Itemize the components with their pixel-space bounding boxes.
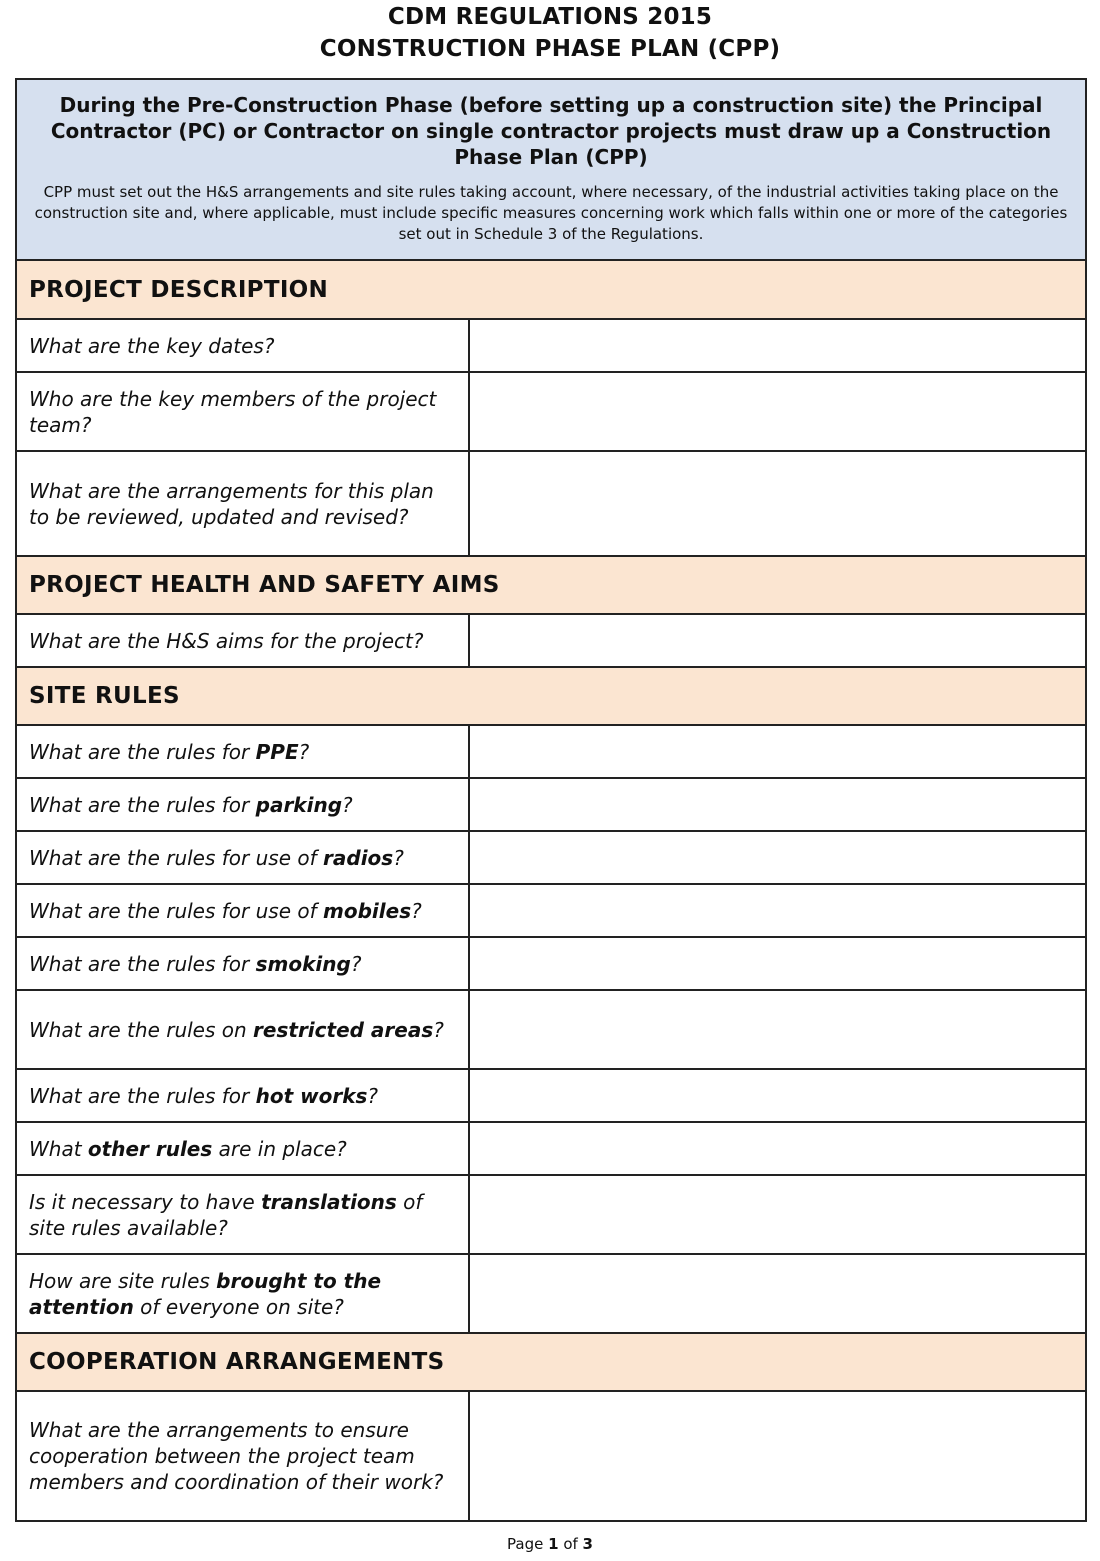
answer-field-cooperation[interactable] (470, 1392, 1085, 1520)
answer-field-ppe[interactable] (470, 726, 1085, 777)
question-text: Who are the key members of the project team? (29, 386, 437, 437)
question-cell (17, 779, 470, 830)
form-row-hs-aims (17, 615, 1085, 668)
form-row-key-dates (17, 320, 1085, 373)
question-text: What are the rules for use of radios? (29, 845, 404, 870)
form-row-rules-attention (17, 1255, 1085, 1334)
question-cell (17, 1123, 470, 1174)
question-cell (17, 885, 470, 936)
question-text: What are the rules on restricted areas? (29, 1017, 444, 1042)
question-text: What are the arrangements for this plan to be reviewed, updated and revised? (29, 478, 434, 529)
question-text: What are the arrangements to ensure cooperation between the project team members and coordination of their work? (29, 1418, 444, 1494)
question-text: What are the H&S aims for the project? (29, 628, 424, 653)
page-number: 1 (548, 1535, 559, 1553)
answer-field-translations[interactable] (470, 1176, 1085, 1253)
question-cell (17, 1392, 470, 1520)
section-cooperation (17, 1334, 1085, 1392)
question-text: How are site rules brought to the attention of everyone on site? (29, 1268, 382, 1319)
cpp-form-table (15, 78, 1087, 1522)
answer-field-radios[interactable] (470, 832, 1085, 883)
page-total: 3 (582, 1535, 593, 1553)
answer-field-key-members[interactable] (470, 373, 1085, 450)
question-text: What are the rules for parking? (29, 792, 353, 817)
form-row-translations (17, 1176, 1085, 1255)
question-cell (17, 373, 470, 450)
section-project-description (17, 261, 1085, 320)
question-cell (17, 320, 470, 371)
answer-field-hs-aims[interactable] (470, 615, 1085, 666)
form-row-other-rules (17, 1123, 1085, 1176)
answer-field-smoking[interactable] (470, 938, 1085, 989)
question-cell (17, 452, 470, 555)
form-row-mobiles (17, 885, 1085, 938)
form-row-restricted-areas (17, 991, 1085, 1070)
section-title: PROJECT HEALTH AND SAFETY AIMS (29, 572, 500, 598)
question-cell (17, 615, 470, 666)
answer-field-plan-review[interactable] (470, 452, 1085, 555)
form-row-ppe (17, 726, 1085, 779)
form-row-smoking (17, 938, 1085, 991)
form-row-hot-works (17, 1070, 1085, 1123)
question-text: What are the rules for PPE? (29, 739, 310, 764)
section-title: SITE RULES (29, 683, 180, 709)
question-text: What are the key dates? (29, 333, 275, 358)
answer-field-rules-attention[interactable] (470, 1255, 1085, 1332)
question-text: What are the rules for hot works? (29, 1083, 379, 1108)
form-row-key-members (17, 373, 1085, 452)
section-title: PROJECT DESCRIPTION (29, 276, 329, 303)
page-footer: Page 1 of 3 (507, 1535, 593, 1553)
question-text: Is it necessary to have translations of site rules available? (29, 1189, 423, 1240)
form-row-cooperation (17, 1392, 1085, 1520)
section-hs-aims (17, 557, 1085, 615)
intro-heading: During the Pre-Construction Phase (before setting up a construction site) the Principal Contractor (PC) or Contractor on single contractor projects must draw up a Construction Phase Plan (CPP) (50, 93, 1052, 169)
document-title: CDM REGULATIONS 2015 (387, 4, 713, 30)
section-site-rules (17, 668, 1085, 726)
answer-field-key-dates[interactable] (470, 320, 1085, 371)
form-row-plan-review (17, 452, 1085, 557)
answer-field-other-rules[interactable] (470, 1123, 1085, 1174)
question-cell (17, 726, 470, 777)
intro-body: CPP must set out the H&S arrangements and site rules taking account, where necessary, of the industrial activities taking place on the construction site and, where applicable, must include specific measures concerning work which falls within one or more of the categories set out in Schedule 3 of the Regulations. (34, 183, 1068, 243)
answer-field-mobiles[interactable] (470, 885, 1085, 936)
question-cell (17, 1255, 470, 1332)
intro-panel (17, 80, 1085, 261)
answer-field-parking[interactable] (470, 779, 1085, 830)
form-row-radios (17, 832, 1085, 885)
question-cell (17, 938, 470, 989)
question-cell (17, 991, 470, 1068)
question-cell (17, 832, 470, 883)
answer-field-hot-works[interactable] (470, 1070, 1085, 1121)
question-text: What are the rules for use of mobiles? (29, 898, 422, 923)
question-text: What other rules are in place? (29, 1136, 347, 1161)
question-cell (17, 1070, 470, 1121)
form-row-parking (17, 779, 1085, 832)
section-title: COOPERATION ARRANGEMENTS (29, 1349, 445, 1375)
question-text: What are the rules for smoking? (29, 951, 362, 976)
answer-field-restricted-areas[interactable] (470, 991, 1085, 1068)
question-cell (17, 1176, 470, 1253)
document-subtitle: CONSTRUCTION PHASE PLAN (CPP) (319, 36, 781, 62)
